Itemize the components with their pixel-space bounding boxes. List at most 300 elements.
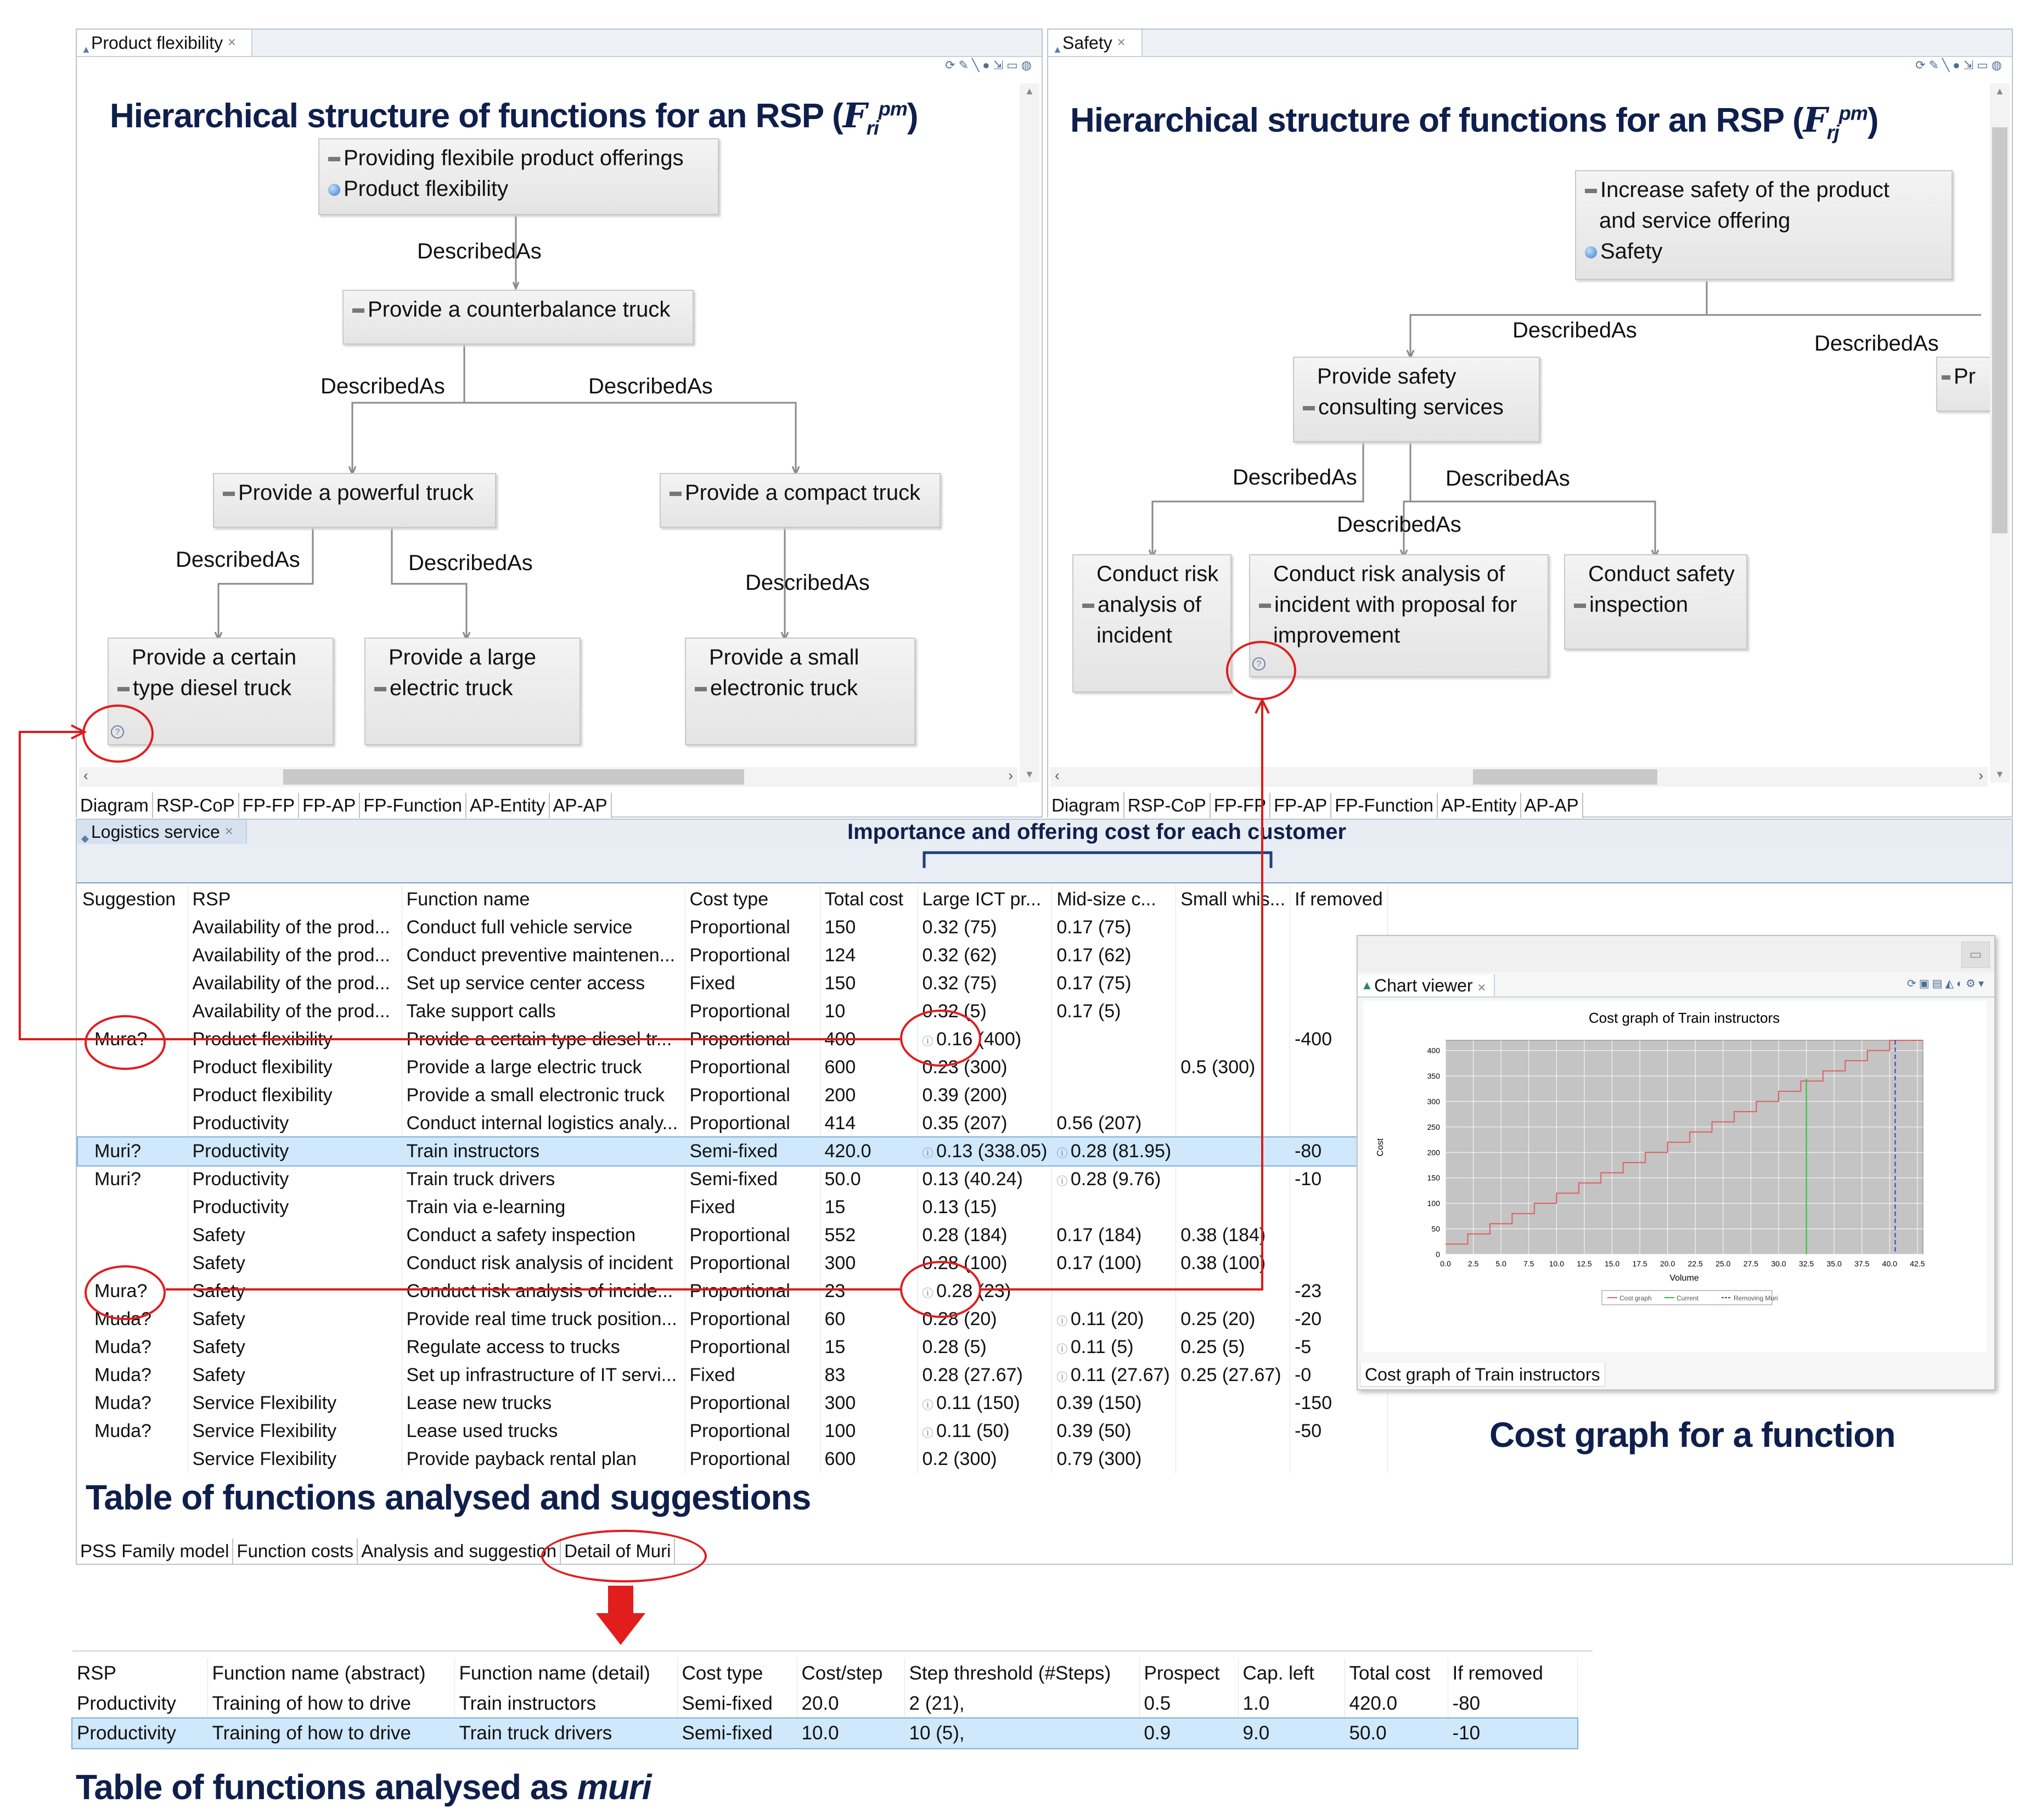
node-label: electric truck <box>390 676 513 700</box>
tab-diagram[interactable]: Diagram <box>1048 791 1124 818</box>
table-cell: Conduct full vehicle service <box>402 914 685 942</box>
node-label: Provide a powerful truck <box>238 481 474 505</box>
chart-icon: ▲ <box>1361 978 1373 992</box>
node-label: incident <box>1096 623 1172 647</box>
table-cell: Conduct risk analysis of incident <box>402 1249 685 1277</box>
table-cell: 0.38 (100) <box>1176 1249 1290 1277</box>
table-cell: Productivity <box>188 1165 402 1193</box>
table-cell: ⓘ 0.11 (27.67) <box>1052 1361 1176 1389</box>
scroll-left-icon[interactable]: ‹ <box>1055 767 1060 784</box>
tab-fp-ap[interactable]: FP-AP <box>299 793 360 818</box>
column-header[interactable]: Small whis... <box>1176 886 1290 914</box>
tab-rsp-cop[interactable]: RSP-CoP <box>1124 793 1211 818</box>
node-label: and service offering <box>1599 209 1791 233</box>
table-cell: Safety <box>188 1249 402 1277</box>
table-cell: Muda? <box>78 1305 188 1333</box>
table-cell: -10 <box>1290 1165 1388 1193</box>
close-icon[interactable]: ✕ <box>224 826 234 838</box>
column-header[interactable]: Total cost <box>1345 1658 1448 1689</box>
table-cell: 0.28 (184) <box>918 1221 1052 1249</box>
info-icon: ⓘ <box>1056 1371 1071 1384</box>
table-cell: 10 <box>820 998 918 1025</box>
table-cell: 0.17 (75) <box>1052 914 1176 942</box>
x-tick-label: 30.0 <box>1771 1259 1786 1268</box>
column-header[interactable]: Suggestion <box>78 886 188 914</box>
table-cell: Conduct preventive maintenen... <box>402 942 685 970</box>
table-cell: Muda? <box>78 1417 188 1445</box>
scroll-down-icon[interactable]: ▼ <box>1995 769 2005 780</box>
table-cell: Fixed <box>685 970 820 998</box>
table-cell: 0.32 (75) <box>918 914 1052 942</box>
table-cell: 0.25 (20) <box>1176 1305 1290 1333</box>
tab-label: Safety <box>1062 33 1112 53</box>
table-cell: 124 <box>820 942 918 970</box>
table-cell: Semi-fixed <box>677 1718 797 1748</box>
tab-fp-ap[interactable]: FP-AP <box>1270 793 1331 818</box>
table-cell: Provide a certain type diesel tr... <box>402 1025 685 1053</box>
info-icon: ⓘ <box>1056 1315 1071 1328</box>
table-cell: -80 <box>1448 1689 1577 1718</box>
table-cell: -5 <box>1290 1333 1388 1361</box>
x-tick-label: 25.0 <box>1716 1259 1731 1268</box>
table-cell: Productivity <box>188 1137 402 1165</box>
node-label: analysis of <box>1098 593 1201 617</box>
column-header[interactable]: Cost type <box>685 886 820 914</box>
table-cell: 50.0 <box>820 1165 918 1193</box>
close-icon[interactable]: ✕ <box>1116 37 1126 49</box>
muri-caption: Table of functions analysed as muri <box>76 1767 651 1807</box>
table-cell: Mura? <box>78 1277 188 1305</box>
table-cell: Train instructors <box>454 1689 677 1718</box>
tab-fp-fp[interactable]: FP-FP <box>1211 793 1270 818</box>
table-cell: Proportional <box>685 1053 820 1081</box>
node-label: Provide a compact truck <box>685 481 921 505</box>
table-cell: Muda? <box>78 1333 188 1361</box>
table-caption: Table of functions analysed and suggestions <box>86 1478 811 1517</box>
column-header[interactable]: Step threshold (#Steps) <box>904 1658 1139 1689</box>
table-cell: 20.0 <box>797 1689 904 1718</box>
legend-label: Current <box>1677 1294 1699 1302</box>
table-cell: Safety <box>188 1221 402 1249</box>
node-label: Conduct safety <box>1588 562 1735 586</box>
edge-label: DescribedAs <box>417 239 542 263</box>
table-cell: Service Flexibility <box>188 1445 402 1473</box>
column-header[interactable]: If removed <box>1290 886 1388 914</box>
table-cell: Proportional <box>685 1445 820 1473</box>
tab-diagram[interactable]: Diagram <box>77 791 153 818</box>
table-cell: Proportional <box>685 1333 820 1361</box>
table-cell: Service Flexibility <box>188 1417 402 1445</box>
column-header[interactable]: RSP <box>188 886 402 914</box>
table-cell: Availability of the prod... <box>188 998 402 1025</box>
info-icon: ⓘ <box>1056 1343 1071 1356</box>
edge-label: DescribedAs <box>588 374 713 398</box>
edge-label: DescribedAs <box>1446 466 1570 491</box>
tab-fp-fp[interactable]: FP-FP <box>239 793 299 818</box>
table-cell: Safety <box>188 1277 402 1305</box>
table-cell: 50.0 <box>1345 1718 1448 1748</box>
tab-label: Logistics service <box>91 822 220 842</box>
table-cell: -23 <box>1290 1277 1388 1305</box>
tab-label: Product flexibility <box>91 33 223 53</box>
table-cell: Fixed <box>685 1193 820 1221</box>
x-tick-label: 42.5 <box>1910 1259 1925 1268</box>
tab-analysis-suggestion[interactable]: Analysis and suggestion <box>358 1539 561 1564</box>
diagram-toolbar[interactable]: ⟳✎╲●⇲▭◍ <box>945 58 1035 72</box>
scroll-left-icon[interactable]: ‹ <box>83 767 88 784</box>
table-cell: Semi-fixed <box>677 1689 797 1718</box>
table-cell: 0.2 (300) <box>918 1445 1052 1473</box>
info-icon: ⓘ <box>922 1287 937 1300</box>
y-tick-label: 350 <box>1427 1072 1440 1080</box>
tab-ap-entity[interactable]: AP-Entity <box>466 793 550 818</box>
table-cell: 420.0 <box>1345 1689 1448 1718</box>
table-cell: Proportional <box>685 914 820 942</box>
tab-label: Chart viewer <box>1374 976 1473 995</box>
importance-label: Importance and offering cost for each customer <box>847 820 1347 844</box>
column-header[interactable]: Cost/step <box>797 1658 904 1689</box>
table-cell: 10.0 <box>797 1718 904 1748</box>
scroll-up-icon[interactable]: ▲ <box>1025 86 1034 97</box>
edge-label: DescribedAs <box>1337 512 1461 537</box>
table-cell: 0.32 (75) <box>918 970 1052 998</box>
tab-pss-family-model[interactable]: PSS Family model <box>77 1539 233 1564</box>
y-axis-label: Cost <box>1376 1138 1385 1157</box>
node-label: incident with proposal for <box>1274 593 1517 617</box>
table-cell: 1.0 <box>1238 1689 1345 1718</box>
table-cell: 0.23 (300) <box>918 1053 1052 1081</box>
table-cell: 23 <box>820 1277 918 1305</box>
edge-label: DescribedAs <box>1512 318 1637 342</box>
x-tick-label: 12.5 <box>1577 1259 1592 1268</box>
x-tick-label: 15.0 <box>1604 1259 1620 1268</box>
table-cell: Train via e-learning <box>402 1193 685 1221</box>
column-header[interactable]: Function name <box>402 886 685 914</box>
table-cell: Product flexibility <box>188 1025 402 1053</box>
table-cell: Muda? <box>78 1361 188 1389</box>
info-icon: ⓘ <box>922 1035 937 1048</box>
chart-toolbar[interactable]: ⟳▣▤◭◐⚙▾ <box>1907 978 1987 990</box>
table-cell: Proportional <box>685 1025 820 1053</box>
chart-caption: Cost graph for a function <box>1489 1415 1896 1455</box>
node-label: Pr <box>1954 364 1976 388</box>
table-cell: Train instructors <box>402 1137 685 1165</box>
y-tick-label: 200 <box>1427 1148 1440 1157</box>
column-header[interactable]: RSP <box>72 1658 207 1689</box>
node-label: Providing flexibile product offerings <box>344 146 684 170</box>
info-icon: ⓘ <box>922 1399 937 1412</box>
tab-detail-of-muri[interactable]: Detail of Muri <box>561 1539 675 1564</box>
table-cell: 300 <box>820 1249 918 1277</box>
column-header[interactable]: Cap. left <box>1238 1658 1345 1689</box>
table-cell: Muri? <box>78 1137 188 1165</box>
table-cell: Availability of the prod... <box>188 914 402 942</box>
scroll-down-icon[interactable]: ▼ <box>1025 769 1034 780</box>
node-label: inspection <box>1589 593 1689 617</box>
table-cell: Proportional <box>685 1109 820 1137</box>
table-cell: 600 <box>820 1053 918 1081</box>
table-cell: 0.38 (184) <box>1176 1221 1290 1249</box>
table-cell: Proportional <box>685 1417 820 1445</box>
table-cell: Productivity <box>188 1193 402 1221</box>
x-tick-label: 17.5 <box>1632 1259 1647 1268</box>
table-cell: Mura? <box>78 1025 188 1053</box>
table-cell: Productivity <box>72 1689 207 1718</box>
y-tick-label: 400 <box>1427 1046 1440 1055</box>
table-cell: 15 <box>820 1193 918 1221</box>
table-cell: 0.56 (207) <box>1052 1109 1176 1137</box>
table-cell: 0.5 <box>1139 1689 1238 1718</box>
table-cell: 0.17 (184) <box>1052 1221 1176 1249</box>
table-cell: ⓘ 0.16 (400) <box>918 1025 1052 1053</box>
table-cell: ⓘ 0.11 (20) <box>1052 1305 1176 1333</box>
table-cell: -0 <box>1290 1361 1388 1389</box>
table-cell: Set up infrastructure of IT servi... <box>402 1361 685 1389</box>
edge-label: DescribedAs <box>408 551 533 575</box>
table-cell: 0.17 (5) <box>1052 998 1176 1025</box>
x-tick-label: 10.0 <box>1549 1259 1564 1268</box>
x-tick-label: 0.0 <box>1440 1259 1451 1268</box>
table-cell: Safety <box>188 1361 402 1389</box>
table-cell: Productivity <box>72 1718 207 1748</box>
x-tick-label: 35.0 <box>1826 1259 1842 1268</box>
edge-label: DescribedAs <box>1233 465 1357 489</box>
table-cell: Proportional <box>685 998 820 1025</box>
table-cell: 0.17 (100) <box>1052 1249 1176 1277</box>
column-header[interactable]: Function name (abstract) <box>207 1658 454 1689</box>
y-tick-label: 300 <box>1427 1097 1440 1106</box>
column-header[interactable]: Cost type <box>677 1658 797 1689</box>
tab-rsp-cop[interactable]: RSP-CoP <box>153 793 239 818</box>
node-label: consulting services <box>1318 395 1504 419</box>
table-cell: Lease used trucks <box>402 1417 685 1445</box>
table-cell: 83 <box>820 1361 918 1389</box>
question-icon[interactable]: ? <box>1252 657 1266 670</box>
x-tick-label: 2.5 <box>1467 1259 1479 1268</box>
table-cell: ⓘ 0.11 (150) <box>918 1389 1052 1417</box>
y-tick-label: 50 <box>1431 1224 1440 1233</box>
node-label: improvement <box>1273 623 1401 647</box>
table-cell: Proportional <box>685 1389 820 1417</box>
maximize-icon[interactable]: ▭ <box>1961 942 1990 968</box>
x-tick-label: 27.5 <box>1743 1259 1759 1268</box>
table-cell: 0.28 (100) <box>918 1249 1052 1277</box>
table-cell: Product flexibility <box>188 1081 402 1109</box>
table-cell: 0.79 (300) <box>1052 1445 1176 1473</box>
edge-label: DescribedAs <box>320 374 445 398</box>
table-cell: Availability of the prod... <box>188 970 402 998</box>
table-cell: 420.0 <box>820 1137 918 1165</box>
table-cell: 200 <box>820 1081 918 1109</box>
node-label: Provide safety <box>1317 364 1456 388</box>
table-cell: ⓘ 0.11 (50) <box>918 1417 1052 1445</box>
chart-bottom-tab[interactable]: Cost graph of Train instructors <box>1360 1363 1605 1387</box>
table-cell: Training of how to drive <box>207 1689 454 1718</box>
node-label: Conduct risk analysis of <box>1273 562 1505 586</box>
table-cell: Semi-fixed <box>685 1137 820 1165</box>
table-cell: Conduct risk analysis of incide... <box>402 1277 685 1305</box>
tab-ap-ap[interactable]: AP-AP <box>550 793 612 818</box>
x-tick-label: 32.5 <box>1798 1259 1814 1268</box>
table-cell: 400 <box>820 1025 918 1053</box>
question-icon[interactable]: ? <box>111 725 124 739</box>
table-cell: 0.35 (207) <box>918 1109 1052 1137</box>
table-cell: -50 <box>1290 1417 1388 1445</box>
table-cell: Service Flexibility <box>188 1389 402 1417</box>
info-icon: ⓘ <box>922 1427 937 1440</box>
table-cell: 15 <box>820 1333 918 1361</box>
tab-fp-function[interactable]: FP-Function <box>1331 793 1438 818</box>
node-label: Provide a large <box>389 645 537 669</box>
scroll-right-icon[interactable]: › <box>1978 767 1983 784</box>
editor-icon: ▲ <box>1053 44 1062 55</box>
table-cell: 300 <box>820 1389 918 1417</box>
table-cell: Lease new trucks <box>402 1389 685 1417</box>
table-cell: Provide a large electric truck <box>402 1053 685 1081</box>
node-label: Product flexibility <box>344 177 509 201</box>
table-cell: 0.25 (5) <box>1176 1333 1290 1361</box>
editor-icon: ◆ <box>81 833 89 844</box>
table-cell: Provide payback rental plan <box>402 1445 685 1473</box>
table-cell: Proportional <box>685 1305 820 1333</box>
table-cell: 0.32 (5) <box>918 998 1052 1025</box>
x-axis-label: Volume <box>1669 1274 1699 1283</box>
table-cell: 0.39 (200) <box>918 1081 1052 1109</box>
table-cell: Train truck drivers <box>402 1165 685 1193</box>
table-cell: 0.5 (300) <box>1176 1053 1290 1081</box>
x-tick-label: 20.0 <box>1660 1259 1675 1268</box>
scroll-up-icon[interactable]: ▲ <box>1995 86 2005 97</box>
table-cell: 10 (5), <box>904 1718 1139 1748</box>
edge-label: DescribedAs <box>1814 331 1939 356</box>
node-label: Provide a counterbalance truck <box>368 297 671 322</box>
node-label: type diesel truck <box>133 676 292 700</box>
x-tick-label: 37.5 <box>1854 1259 1870 1268</box>
table-cell: 0.28 (20) <box>918 1305 1052 1333</box>
tab-ap-ap[interactable]: AP-AP <box>1521 793 1583 818</box>
table-cell: 0.17 (62) <box>1052 942 1176 970</box>
x-tick-label: 40.0 <box>1882 1259 1897 1268</box>
y-tick-label: 0 <box>1436 1250 1440 1259</box>
diagram-toolbar[interactable]: ⟳✎╲●⇲▭◍ <box>1915 58 2005 72</box>
table-cell: 0.17 (75) <box>1052 970 1176 998</box>
table-cell: 0.13 (40.24) <box>918 1165 1052 1193</box>
info-icon: ⓘ <box>1056 1175 1071 1188</box>
table-cell: 0.39 (150) <box>1052 1389 1176 1417</box>
table-cell: Safety <box>188 1333 402 1361</box>
table-cell: Safety <box>188 1305 402 1333</box>
table-cell: Fixed <box>685 1361 820 1389</box>
table-cell: Take support calls <box>402 998 685 1025</box>
chart-title: Cost graph of Train instructors <box>1588 1010 1780 1026</box>
table-cell: 0.32 (62) <box>918 942 1052 970</box>
table-cell: -10 <box>1448 1718 1577 1748</box>
x-tick-label: 22.5 <box>1688 1259 1703 1268</box>
editor-icon: ▲ <box>81 44 91 55</box>
table-cell: Training of how to drive <box>207 1718 454 1748</box>
legend-label: Removing Muri <box>1734 1294 1778 1302</box>
column-header[interactable]: Mid-size c... <box>1052 886 1176 914</box>
table-cell: Proportional <box>685 1277 820 1305</box>
table-cell: 9.0 <box>1238 1718 1345 1748</box>
table-cell: ⓘ 0.11 (5) <box>1052 1333 1176 1361</box>
table-cell: 600 <box>820 1445 918 1473</box>
node-label: Safety <box>1600 239 1663 263</box>
table-cell: Proportional <box>685 942 820 970</box>
y-tick-label: 250 <box>1427 1122 1440 1131</box>
table-cell: 552 <box>820 1221 918 1249</box>
table-cell: 0.28 (5) <box>918 1333 1052 1361</box>
scroll-right-icon[interactable]: › <box>1008 767 1013 784</box>
table-cell: Product flexibility <box>188 1053 402 1081</box>
close-icon[interactable]: ✕ <box>227 37 237 49</box>
table-cell: Proportional <box>685 1221 820 1249</box>
table-cell: Provide real time truck position... <box>402 1305 685 1333</box>
node-label: Provide a small <box>709 645 859 669</box>
tab-fp-function[interactable]: FP-Function <box>360 793 466 818</box>
table-cell: Conduct a safety inspection <box>402 1221 685 1249</box>
table-cell: -80 <box>1290 1137 1388 1165</box>
table-cell: Proportional <box>685 1249 820 1277</box>
y-tick-label: 150 <box>1427 1173 1440 1182</box>
table-cell: 0.13 (15) <box>918 1193 1052 1221</box>
table-cell: 0.28 (27.67) <box>918 1361 1052 1389</box>
column-header[interactable]: Total cost <box>820 886 918 914</box>
column-header[interactable]: Function name (detail) <box>454 1658 677 1689</box>
table-cell: 60 <box>820 1305 918 1333</box>
y-tick-label: 100 <box>1427 1199 1440 1208</box>
table-cell: 2 (21), <box>904 1689 1139 1718</box>
table-cell: 0.39 (50) <box>1052 1417 1176 1445</box>
table-cell: -20 <box>1290 1305 1388 1333</box>
table-cell: Proportional <box>685 1081 820 1109</box>
close-icon[interactable]: ✕ <box>1477 982 1487 994</box>
table-cell: ⓘ 0.13 (338.05) <box>918 1137 1052 1165</box>
legend-label: Cost graph <box>1619 1294 1652 1302</box>
x-tick-label: 5.0 <box>1495 1259 1506 1268</box>
table-cell: 150 <box>820 914 918 942</box>
info-icon: ⓘ <box>1056 1147 1071 1160</box>
x-tick-label: 7.5 <box>1523 1259 1534 1268</box>
table-cell: ⓘ 0.28 (81.95) <box>1052 1137 1176 1165</box>
diagram-title: Hierarchical structure of functions for an RSP $(F_{rj}^{pm})$ <box>1070 100 1878 144</box>
table-cell: ⓘ 0.28 (9.76) <box>1052 1165 1176 1193</box>
table-cell: Set up service center access <box>402 970 685 998</box>
table-cell: Regulate access to trucks <box>402 1333 685 1361</box>
table-cell: Conduct internal logistics analy... <box>402 1109 685 1137</box>
table-cell: 0.25 (27.67) <box>1176 1361 1290 1389</box>
table-cell: Availability of the prod... <box>188 942 402 970</box>
table-cell: 414 <box>820 1109 918 1137</box>
node-label: electronic truck <box>710 676 858 700</box>
table-cell: -150 <box>1290 1389 1388 1417</box>
table-cell: Muda? <box>78 1389 188 1417</box>
tab-function-costs[interactable]: Function costs <box>233 1539 358 1564</box>
table-cell: ⓘ 0.28 (23) <box>918 1277 1052 1305</box>
table-cell: -400 <box>1290 1025 1388 1053</box>
column-header[interactable]: Prospect <box>1139 1658 1238 1689</box>
tab-ap-entity[interactable]: AP-Entity <box>1438 793 1521 818</box>
node-label: Provide a certain <box>132 645 297 669</box>
column-header[interactable]: If removed <box>1448 1658 1577 1689</box>
table-cell: 100 <box>820 1417 918 1445</box>
table-cell: Productivity <box>188 1109 402 1137</box>
table-cell: Provide a small electronic truck <box>402 1081 685 1109</box>
node-label: Conduct risk <box>1096 562 1219 586</box>
column-header[interactable]: Large ICT pr... <box>918 886 1052 914</box>
info-icon: ⓘ <box>922 1147 937 1160</box>
table-cell: Semi-fixed <box>685 1165 820 1193</box>
